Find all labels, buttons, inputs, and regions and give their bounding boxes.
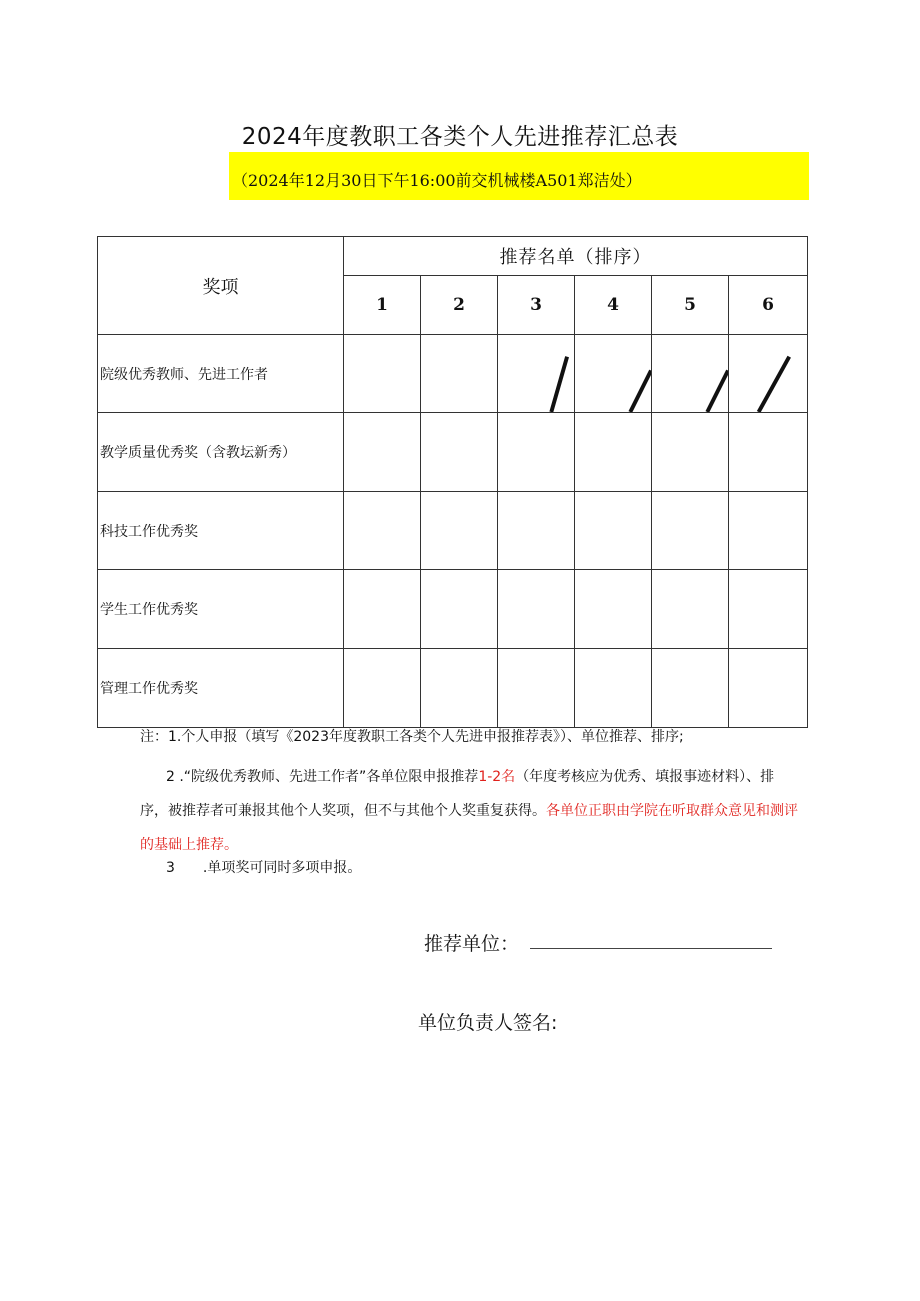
name-cell[interactable]: [729, 649, 808, 728]
name-cell[interactable]: [421, 413, 498, 492]
name-cell[interactable]: [729, 492, 808, 570]
column-number: 5: [652, 276, 729, 335]
recommend-unit-label: 推荐单位：: [424, 933, 520, 955]
award-label: 学生工作优秀奖: [98, 570, 344, 649]
name-cell[interactable]: [575, 492, 652, 570]
name-cell[interactable]: [729, 413, 808, 492]
name-cell[interactable]: [575, 649, 652, 728]
table-row: [98, 413, 808, 492]
award-header: 奖项: [98, 237, 344, 335]
name-cell-struck: [498, 335, 575, 413]
name-cell[interactable]: [421, 570, 498, 649]
name-cell[interactable]: [421, 649, 498, 728]
name-cell[interactable]: [421, 335, 498, 413]
summary-table: [97, 236, 808, 728]
note-3: 3 .单项奖可同时多项申报。: [166, 860, 362, 876]
name-cell[interactable]: [344, 492, 421, 570]
name-cell[interactable]: [344, 649, 421, 728]
name-cell[interactable]: [575, 570, 652, 649]
note-2-limit: 1-2名: [478, 769, 516, 785]
note-2-text: 2 .“院级优秀教师、先进工作者”各单位限申报推荐: [166, 769, 479, 785]
name-cell[interactable]: [652, 570, 729, 649]
column-number: 4: [575, 276, 652, 335]
document-title: 2024年度教职工各类个人先进推荐汇总表: [241, 124, 679, 150]
note-2-red-text: 各单位正职由学院在听取群众意见和测评的基础上推荐。: [140, 803, 798, 853]
unit-leader-signature-label: 单位负责人签名:: [418, 1012, 558, 1034]
award-label: 教学质量优秀奖（含教坛新秀）: [98, 413, 344, 492]
strike-mark: [498, 335, 574, 412]
name-cell[interactable]: [344, 335, 421, 413]
name-cell[interactable]: [498, 492, 575, 570]
table-row: [98, 492, 808, 570]
name-cell-struck: [652, 335, 729, 413]
name-cell[interactable]: [729, 570, 808, 649]
column-number: 3: [498, 276, 575, 335]
column-number: 2: [421, 276, 498, 335]
strike-mark: [575, 335, 651, 412]
award-label: 院级优秀教师、先进工作者: [98, 335, 344, 413]
name-cell[interactable]: [652, 492, 729, 570]
table-row: [98, 570, 808, 649]
strike-mark: [729, 335, 807, 412]
recommend-header: 推荐名单（排序）: [344, 237, 808, 276]
name-cell[interactable]: [344, 570, 421, 649]
recommend-unit-field[interactable]: [530, 948, 772, 949]
name-cell[interactable]: [421, 492, 498, 570]
name-cell[interactable]: [575, 413, 652, 492]
name-cell-struck: [575, 335, 652, 413]
note-2-text: （年度考核应为优秀、填报事迹材料）、排序，被推荐者可兼报其他个人奖项，但不与其他个人奖重复获得。: [140, 769, 775, 819]
column-number: 6: [729, 276, 808, 335]
table-row: [98, 649, 808, 728]
note-2: [140, 760, 802, 862]
column-number: 1: [344, 276, 421, 335]
award-label: 管理工作优秀奖: [98, 649, 344, 728]
name-cell[interactable]: [652, 649, 729, 728]
table-row: [98, 335, 808, 413]
name-cell[interactable]: [652, 413, 729, 492]
name-cell[interactable]: [344, 413, 421, 492]
award-label: 科技工作优秀奖: [98, 492, 344, 570]
deadline-text: （2024年12月30日下午16:00前交机械楼A501郑洁处）: [232, 171, 642, 190]
name-cell-struck: [729, 335, 808, 413]
name-cell[interactable]: [498, 570, 575, 649]
name-cell[interactable]: [498, 413, 575, 492]
name-cell[interactable]: [498, 649, 575, 728]
strike-mark: [652, 335, 728, 412]
note-1: 注：1.个人申报（填写《2023年度教职工各类个人先进申报推荐表》）、单位推荐、排序;: [140, 729, 684, 745]
